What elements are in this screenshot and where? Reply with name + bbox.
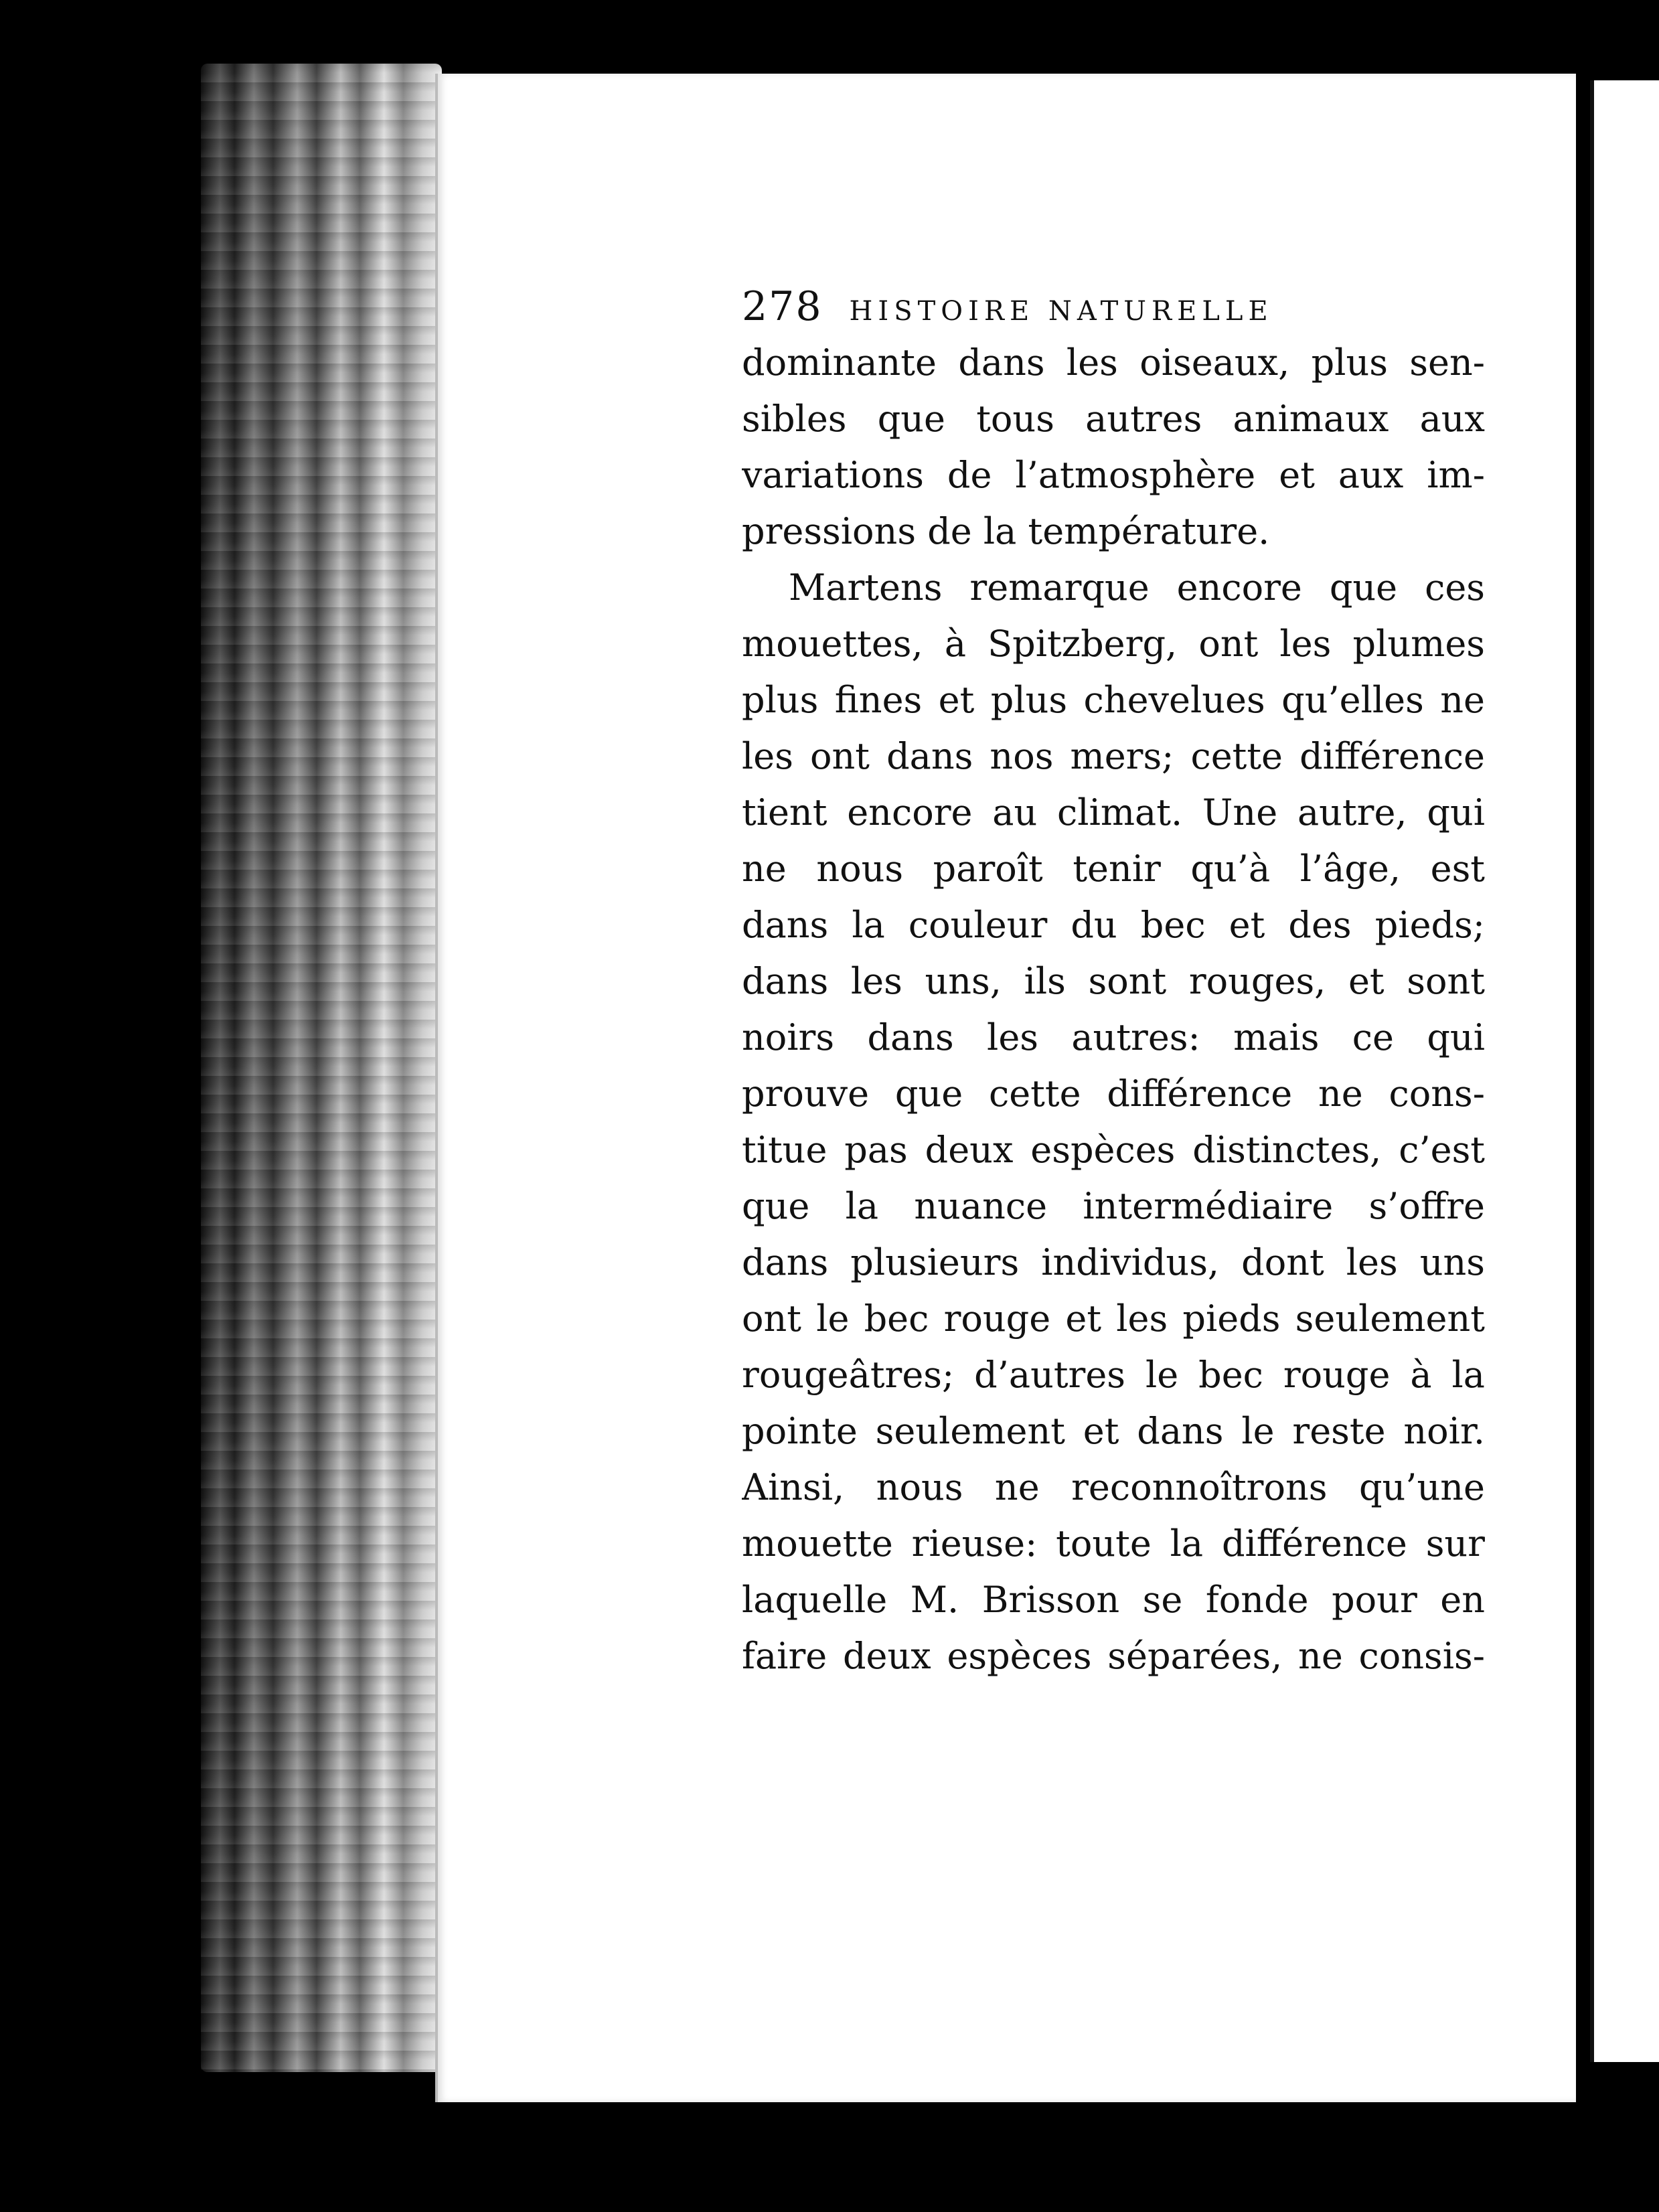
text-line: plus fines et plus chevelues qu’elles ne [742,679,1485,721]
text-line: dominante dans les oiseaux, plus sen- [742,341,1485,384]
text-line: Martens remarque encore que ces [789,566,1485,609]
text-line: pointe seulement et dans le reste noir. [742,1410,1485,1452]
text-line: mouette rieuse: toute la différence sur [742,1522,1485,1565]
text-line: Ainsi, nous ne reconnoîtrons qu’une [742,1466,1485,1508]
text-line: variations de l’atmosphère et aux im- [742,454,1485,496]
text-line: ont le bec rouge et les pieds seulement [742,1297,1485,1340]
text-line: dans les uns, ils sont rouges, et sont [742,960,1485,1002]
page-text [742,283,1485,1684]
text-line: rougeâtres; d’autres le bec rouge à la [742,1354,1485,1396]
facing-page-edge [1590,80,1659,2062]
text-line: dans plusieurs individus, dont les uns [742,1241,1485,1283]
text-line: ne nous paroît tenir qu’à l’âge, est [742,848,1485,890]
page-number: 278 [742,283,823,330]
text-line: les ont dans nos mers; cette différence [742,735,1485,777]
text-line: mouettes, à Spitzberg, ont les plumes [742,623,1485,665]
text-line: titue pas deux espèces distinctes, c’est [742,1129,1485,1171]
text-line: dans la couleur du bec et des pieds; [742,904,1485,946]
text-line: tient encore au climat. Une autre, qui [742,791,1485,834]
text-line: faire deux espèces séparées, ne consis- [742,1635,1485,1677]
text-line: pressions de la température. [742,510,1270,552]
text-line: sibles que tous autres animaux aux [742,398,1485,440]
text-line: prouve que cette différence ne cons- [742,1073,1485,1115]
text-line: laquelle M. Brisson se fonde pour en [742,1579,1485,1621]
running-head [742,283,1485,333]
running-title: HISTOIRE NATURELLE [849,296,1273,327]
text-line: noirs dans les autres: mais ce qui [742,1016,1485,1058]
text-line: que la nuance intermédiaire s’offre [742,1185,1485,1227]
book-page-edges [201,64,442,2072]
